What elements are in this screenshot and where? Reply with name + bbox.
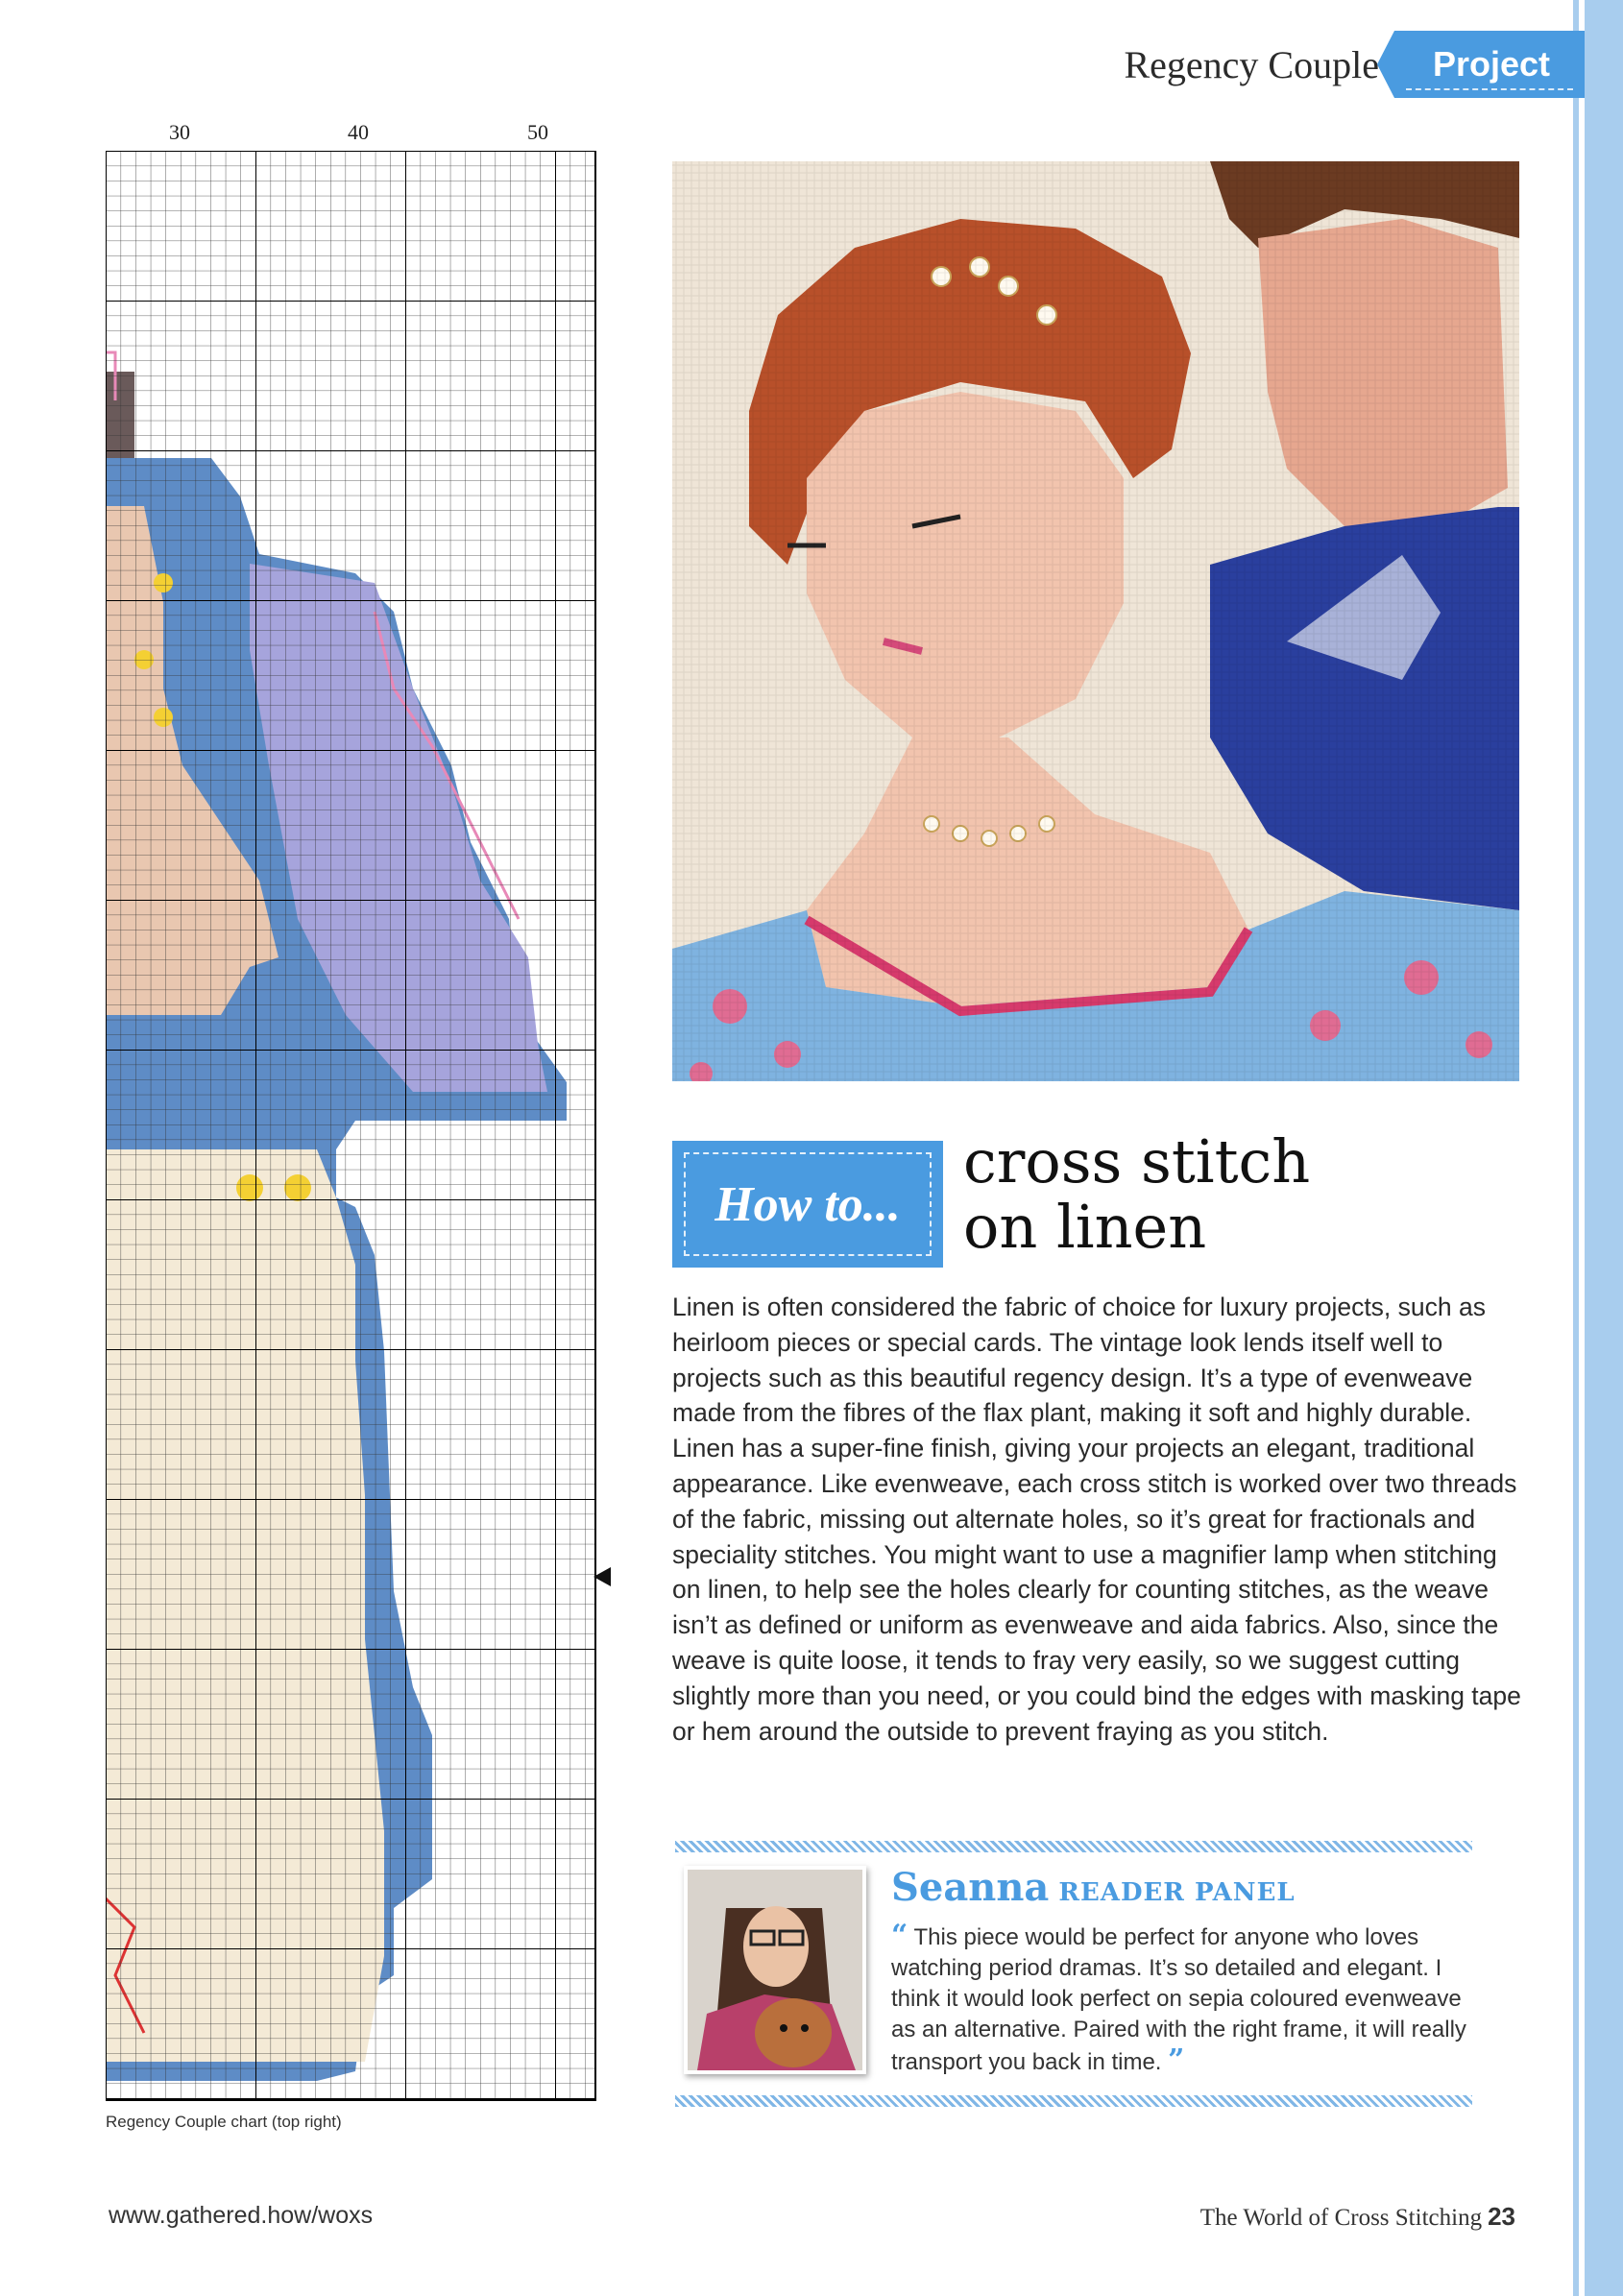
stitched-photo-image	[672, 161, 1519, 1081]
page-header	[1124, 31, 1585, 98]
close-quote-icon: ”	[1168, 2043, 1185, 2077]
reader-panel-label: READER PANEL	[1058, 1878, 1296, 1907]
chart-grid	[106, 151, 597, 2105]
reader-name-row	[891, 1865, 1296, 1910]
page-edge-stripe	[1585, 0, 1623, 2296]
section-title: Regency Couple	[1124, 42, 1379, 86]
howto-badge	[672, 1141, 943, 1268]
chart-column-label: 40	[348, 120, 369, 144]
howto-title-line2: on linen	[963, 1192, 1207, 1262]
footer-magazine	[1200, 2202, 1515, 2232]
reader-name: Seanna	[891, 1865, 1050, 1910]
section-tag: Project	[1394, 31, 1585, 98]
open-quote-icon: “	[891, 1919, 908, 1952]
howto-body-text: Linen is often considered the fabric of choice for luxury projects, such as heirloom pieces or special cards. The vintage look lends itself well to projects such as this beautiful regency design. It’s a type of evenweave made from the fibres of the flax plant, making it soft and highly durable. Linen has a super-fine finish, giving your projects an elegant, traditional appearance. Like evenweave, each cross stitch is worked over two threads of the fabric, missing out alternate holes, so it’s great for fractionals and speciality stitches. You might want to use a magnifier lamp when stitching on linen, to help see the holes clearly for counting stitches, as the weave isn’t as defined or uniform as evenweave and aida fabrics. Also, since the weave is quite loose, it tends to fray very easily, so we suggest cutting slightly more than you need, or you could bind the edges with masking tape or hem around the outside to prevent fraying as you stitch.	[672, 1293, 1521, 1746]
reader-quote-text: This piece would be perfect for anyone who loves watching period dramas. It’s so detailed and elegant. I think it would look perfect on sepia coloured evenweave as an alternative. Paired with the right frame, it will really transport you back in time.	[891, 1924, 1466, 2075]
chart-column-label: 30	[169, 120, 190, 144]
reader-quote	[891, 1921, 1467, 2078]
chart-caption: Regency Couple chart (top right)	[106, 2113, 342, 2131]
panel-bottom-rule	[675, 2095, 1472, 2107]
reader-photo-image	[688, 1870, 862, 2070]
howto-badge-label: How to...	[715, 1176, 901, 1232]
reader-photo	[684, 1866, 866, 2074]
footer-url[interactable]: www.gathered.how/woxs	[109, 2202, 374, 2229]
panel-top-rule	[675, 1841, 1472, 1852]
center-marker-arrow	[593, 1567, 611, 1586]
howto-title	[963, 1126, 1311, 1262]
magazine-name: The World of Cross Stitching	[1199, 2205, 1483, 2231]
cross-stitch-chart	[106, 120, 605, 2103]
stitched-photo	[672, 161, 1519, 1081]
howto-title-line1: cross stitch	[963, 1126, 1311, 1196]
chart-column-label: 50	[527, 120, 548, 144]
page-number: 23	[1488, 2202, 1515, 2231]
